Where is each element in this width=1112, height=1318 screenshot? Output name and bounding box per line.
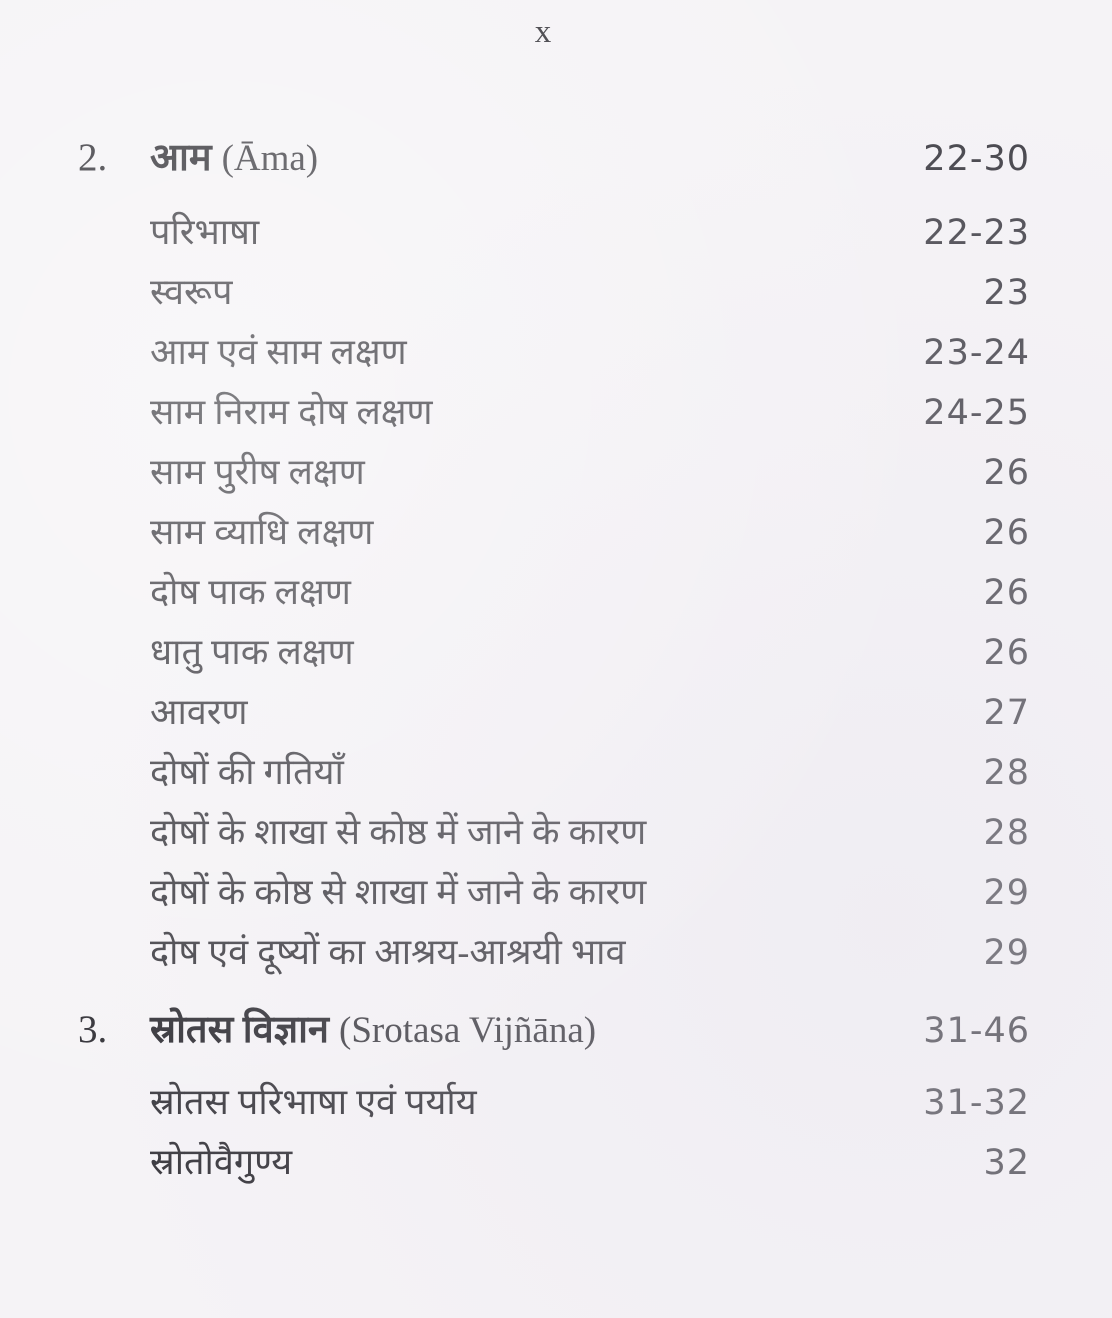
entry-number: 2. [78, 136, 108, 179]
entry-title [150, 686, 983, 735]
entry-title-hindi: धातु पाक लक्षण [150, 632, 354, 672]
entry-pages: 27 [983, 693, 1030, 733]
toc-entry [78, 326, 1030, 386]
entry-title [150, 566, 983, 615]
entry-title [150, 130, 923, 182]
entry-title [150, 266, 983, 315]
entry-title-hindi: साम पुरीष लक्षण [150, 452, 365, 492]
entry-title-hindi: दोष एवं दूष्यों का आश्रय-आश्रयी भाव [150, 932, 626, 972]
toc-entry [78, 926, 1030, 986]
entry-title-hindi: दोष पाक लक्षण [150, 572, 351, 612]
toc-entry [78, 566, 1030, 626]
toc-entry [78, 806, 1030, 866]
entry-title-hindi: आम एवं साम लक्षण [150, 332, 407, 372]
entry-title [150, 626, 983, 675]
entry-title-latin: (Srotasa Vijñāna) [339, 1010, 597, 1051]
toc-entry [78, 206, 1030, 266]
entry-pages: 32 [983, 1143, 1030, 1183]
entry-title-hindi: स्वरूप [150, 272, 233, 312]
entry-title [150, 386, 923, 435]
page-folio: x [534, 14, 552, 50]
entry-title-hindi: स्रोतोवैगुण्य [150, 1142, 293, 1182]
toc-entry [78, 866, 1030, 926]
entry-pages: 28 [983, 813, 1030, 853]
entry-pages: 29 [983, 933, 1030, 973]
entry-pages: 29 [983, 873, 1030, 913]
entry-pages: 23-24 [923, 333, 1030, 373]
toc-entry [78, 506, 1030, 566]
entry-title [150, 1076, 923, 1125]
toc-entry-chapter [78, 1002, 1030, 1068]
entry-pages: 26 [983, 573, 1030, 613]
entry-number: 3. [78, 1008, 108, 1051]
entry-pages: 31-32 [923, 1083, 1030, 1123]
entry-title-hindi: दोषों के शाखा से कोष्ठ में जाने के कारण [150, 812, 647, 852]
entry-pages: 31-46 [923, 1011, 1030, 1051]
entry-pages: 26 [983, 633, 1030, 673]
entry-title-hindi: आम [150, 137, 212, 179]
entry-pages: 26 [983, 513, 1030, 553]
entry-pages: 28 [983, 753, 1030, 793]
entry-title [150, 1002, 923, 1054]
entry-title [150, 326, 923, 375]
entry-title-hindi: परिभाषा [150, 212, 260, 252]
entry-title [150, 866, 983, 915]
entry-pages: 24-25 [923, 393, 1030, 433]
entry-title [150, 206, 923, 255]
entry-title-hindi: साम व्याधि लक्षण [150, 512, 374, 552]
toc-entry [78, 386, 1030, 446]
entry-title [150, 806, 983, 855]
toc-entry-chapter [78, 130, 1030, 196]
entry-title [150, 746, 983, 795]
toc-entry [78, 1136, 1030, 1196]
table-of-contents [78, 130, 1030, 1196]
toc-entry [78, 686, 1030, 746]
entry-title [150, 1136, 983, 1185]
entry-title-hindi: दोषों के कोष्ठ से शाखा में जाने के कारण [150, 872, 647, 912]
entry-title-hindi: आवरण [150, 692, 248, 732]
toc-entry [78, 446, 1030, 506]
entry-pages: 26 [983, 453, 1030, 493]
entry-title [150, 506, 983, 555]
toc-entry [78, 626, 1030, 686]
entry-title-hindi: स्रोतस विज्ञान [150, 1009, 330, 1051]
entry-title [150, 446, 983, 495]
entry-title-hindi: दोषों की गतियाँ [150, 752, 344, 792]
entry-title-hindi: साम निराम दोष लक्षण [150, 392, 433, 432]
entry-pages: 23 [983, 273, 1030, 313]
entry-title [150, 926, 983, 975]
toc-entry [78, 266, 1030, 326]
entry-pages: 22-30 [923, 139, 1030, 179]
toc-entry [78, 746, 1030, 806]
entry-title-latin: (Āma) [221, 138, 319, 179]
toc-entry [78, 1076, 1030, 1136]
entry-title-hindi: स्रोतस परिभाषा एवं पर्याय [150, 1082, 477, 1122]
entry-pages: 22-23 [923, 213, 1030, 253]
